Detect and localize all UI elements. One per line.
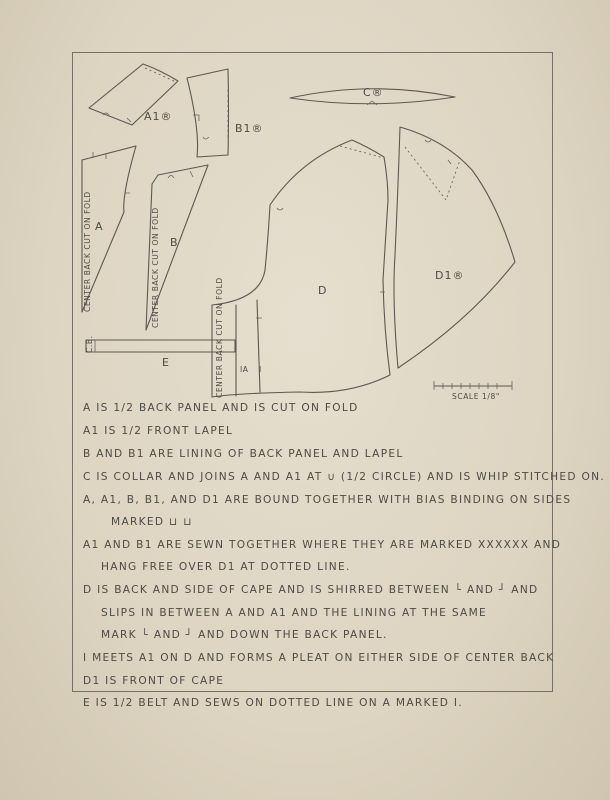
piece-d	[212, 140, 390, 398]
note-line: D1 IS FRONT OF CAPE	[83, 675, 225, 687]
note-line: I MEETS A1 ON D AND FORMS A PLEAT ON EITHER SIDE OF CENTER BACK	[83, 652, 555, 664]
piece-b-fold-label: CENTER BACK CUT ON FOLD	[151, 207, 160, 328]
piece-e-cb-label: C.B.	[85, 335, 94, 353]
note-line: MARK └ AND ┘ AND DOWN THE BACK PANEL.	[101, 629, 388, 641]
piece-b	[146, 165, 208, 330]
note-line: A IS 1/2 BACK PANEL AND IS CUT ON FOLD	[83, 402, 359, 414]
piece-d1-label: D1®	[435, 269, 465, 282]
note-line: HANG FREE OVER D1 AT DOTTED LINE.	[101, 561, 351, 573]
piece-a1-label: A1®	[144, 110, 173, 123]
piece-d-label: D	[318, 284, 328, 297]
note-line: D IS BACK AND SIDE OF CAPE AND IS SHIRRED BETWEEN └ AND ┘ AND	[83, 584, 539, 596]
note-line: C IS COLLAR AND JOINS A AND A1 AT ∪ (1/2 CIRCLE) AND IS WHIP STITCHED ON.	[83, 471, 605, 483]
scale-label: SCALE 1/8"	[452, 392, 500, 401]
scale-bar	[434, 381, 512, 401]
note-line: A1 AND B1 ARE SEWN TOGETHER WHERE THEY ARE MARKED XXXXXX AND	[83, 539, 562, 551]
note-line: A1 IS 1/2 FRONT LAPEL	[83, 425, 234, 437]
piece-c-label: C®	[363, 86, 384, 99]
note-line: E IS 1/2 BELT AND SEWS ON DOTTED LINE ON A MARKED I.	[83, 697, 463, 709]
piece-a	[82, 146, 136, 312]
piece-a-label: A	[95, 220, 104, 233]
piece-a-fold-label: CENTER BACK CUT ON FOLD	[83, 191, 92, 312]
piece-e-label: E	[162, 356, 170, 369]
note-line: SLIPS IN BETWEEN A AND A1 AND THE LINING AT THE SAME	[101, 607, 488, 619]
piece-c	[290, 86, 455, 105]
piece-d1	[394, 127, 515, 368]
piece-i-label: I	[259, 365, 262, 374]
piece-d-fold-label: CENTER BACK CUT ON FOLD	[215, 277, 224, 398]
note-line: A, A1, B, B1, AND D1 ARE BOUND TOGETHER WITH BIAS BINDING ON SIDES	[83, 494, 572, 506]
note-line: B AND B1 ARE LINING OF BACK PANEL AND LAPEL	[83, 448, 404, 460]
piece-b1-label: B1®	[235, 122, 264, 135]
piece-a1	[89, 64, 178, 125]
note-line: MARKED ⊔ ⊔	[111, 516, 193, 528]
piece-b1	[187, 69, 264, 157]
piece-b-label: B	[170, 236, 179, 249]
piece-ia-label: IA	[240, 365, 249, 374]
